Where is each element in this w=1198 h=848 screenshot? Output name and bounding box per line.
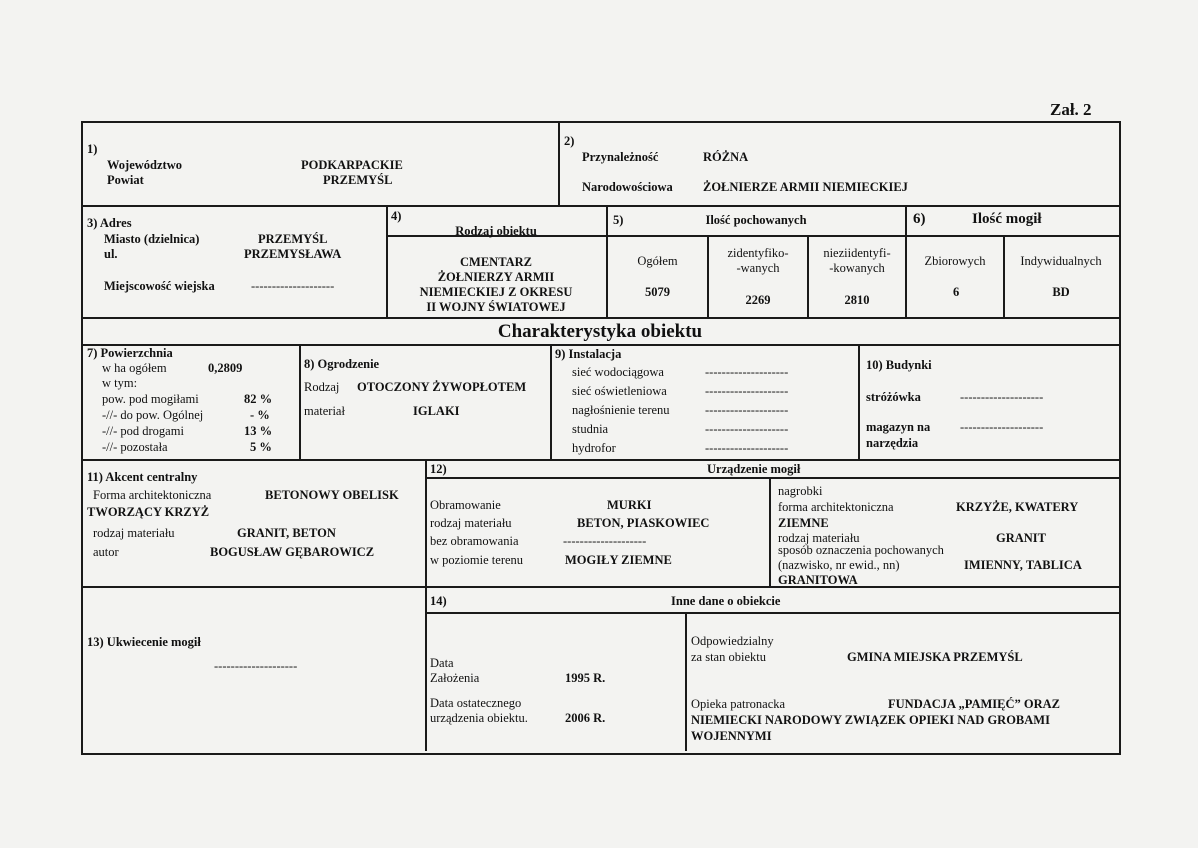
fence-type-value: OTOCZONY ŻYWOPŁOTEM — [357, 380, 527, 394]
nationality-value: ŻOŁNIERZE ARMII NIEMIECKIEJ — [703, 180, 908, 194]
founding-label: Założenia — [430, 671, 480, 685]
collective-label: Zbiorowych — [924, 254, 986, 268]
area-roads-value: 13 % — [244, 424, 273, 438]
installation-label: sieć wodociągowa — [572, 365, 664, 379]
buildings-title: 10) Budynki — [866, 358, 932, 372]
divider — [81, 205, 1119, 207]
installation-label: hydrofor — [572, 441, 616, 455]
storage-label: magazyn na — [866, 420, 931, 434]
installation-value: -------------------- — [705, 384, 789, 398]
divider — [769, 477, 771, 587]
section-number: 6) — [913, 211, 926, 227]
accent-material-value: GRANIT, BETON — [237, 526, 336, 540]
installation-value: -------------------- — [705, 422, 789, 436]
marking-value: IMIENNY, TABLICA — [964, 558, 1082, 572]
divider — [81, 459, 1119, 461]
no-edging-label: bez obramowania — [430, 534, 519, 548]
total-label: Ogółem — [637, 254, 678, 268]
central-accent-title: 11) Akcent centralny — [87, 470, 198, 484]
identified-label: zidentyfiko- — [727, 246, 789, 260]
date-label: Data — [430, 656, 454, 670]
last-arrangement-label: Data ostatecznego — [430, 696, 522, 710]
divider — [299, 344, 301, 460]
tomb-material-value: GRANIT — [996, 531, 1047, 545]
divider — [425, 459, 427, 751]
area-total-value: 0,2809 — [208, 361, 243, 375]
divider — [550, 344, 552, 460]
edging-value: MURKI — [607, 498, 652, 512]
identified-value: 2269 — [745, 293, 771, 307]
affiliation-label: Przynależność — [582, 150, 659, 164]
installation-label: nagłośnienie terenu — [572, 403, 670, 417]
last-arrangement-label: urządzenia obiektu. — [430, 711, 528, 725]
accent-author-label: autor — [93, 545, 119, 559]
installations-title: 9) Instalacja — [555, 347, 622, 361]
accent-form-label: Forma architektoniczna — [93, 488, 212, 502]
unidentified-value: 2810 — [844, 293, 870, 307]
tomb-material-label: rodzaj materiału — [778, 531, 860, 545]
total-value: 5079 — [645, 285, 670, 299]
divider — [81, 344, 1119, 346]
edging-material-value: BETON, PIASKOWIEC — [577, 516, 710, 530]
section-number: 14) — [430, 594, 447, 608]
installation-label: studnia — [572, 422, 609, 436]
installation-value: -------------------- — [705, 441, 789, 455]
divider — [81, 586, 1119, 588]
tomb-form-label: forma architektoniczna — [778, 500, 894, 514]
storage-label: narzędzia — [866, 436, 919, 450]
village-label: Miejscowość wiejska — [104, 279, 215, 293]
guardhouse-value: -------------------- — [960, 390, 1044, 404]
street-label: ul. — [104, 247, 118, 261]
area-graves-value: 82 % — [244, 392, 273, 406]
last-arrangement-value: 2006 R. — [565, 711, 606, 725]
area-general-value: - % — [250, 408, 270, 422]
city-label: Miasto (dzielnica) — [104, 232, 200, 246]
object-characteristics-heading: Charakterystyka obiektu — [497, 321, 703, 342]
individual-label: Indywidualnych — [1020, 254, 1102, 268]
object-type-value: CMENTARZ — [460, 255, 532, 269]
accent-form-value: TWORZĄCY KRZYŻ — [87, 505, 210, 519]
accent-form-value: BETONOWY OBELISK — [265, 488, 399, 502]
ground-level-value: MOGIŁY ZIEMNE — [565, 553, 672, 567]
tomb-form-value: ZIEMNE — [778, 516, 829, 530]
area-including: w tym: — [102, 376, 138, 390]
divider — [685, 612, 687, 751]
patron-value: NIEMIECKI NARODOWY ZWIĄZEK OPIEKI NAD GROBAMI — [691, 713, 1050, 727]
responsible-label: Odpowiedzialny — [691, 634, 774, 648]
edging-label: Obramowanie — [430, 498, 501, 512]
grave-arrangement-title: Urządzenie mogił — [707, 462, 801, 476]
installation-value: -------------------- — [705, 403, 789, 417]
tomb-form-value: KRZYŻE, KWATERY — [956, 500, 1079, 514]
divider — [1003, 235, 1005, 318]
object-type-value: II WOJNY ŚWIATOWEJ — [426, 300, 566, 314]
accent-author-value: BOGUSŁAW GĘBAROWICZ — [210, 545, 375, 559]
divider — [858, 344, 860, 460]
voivodeship-label: Województwo — [107, 158, 182, 172]
unidentified-label: -kowanych — [829, 261, 885, 275]
area-title: 7) Powierzchnia — [87, 346, 173, 360]
voivodeship-value: PODKARPACKIE — [301, 158, 403, 172]
affiliation-value: RÓŻNA — [703, 150, 749, 164]
patron-label: Opieka patronacka — [691, 697, 786, 711]
guardhouse-label: stróżówka — [866, 390, 921, 404]
divider — [81, 317, 1119, 319]
fence-title: 8) Ogrodzenie — [304, 357, 380, 371]
area-general-label: -//- do pow. Ogólnej — [102, 408, 204, 422]
unidentified-label: nieziidentyfi- — [823, 246, 891, 260]
no-edging-value: -------------------- — [563, 534, 647, 548]
collective-value: 6 — [953, 285, 960, 299]
county-label: Powiat — [107, 173, 144, 187]
area-other-label: -//- pozostała — [102, 440, 168, 454]
grave-flowers-title: 13) Ukwiecenie mogił — [87, 635, 201, 649]
section-number: 1) — [87, 142, 98, 156]
area-roads-label: -//- pod drogami — [102, 424, 184, 438]
fence-material-value: IGLAKI — [413, 404, 460, 418]
section-number: 2) — [564, 134, 575, 148]
divider — [425, 612, 1119, 614]
identified-label: -wanych — [736, 261, 780, 275]
marking-label: (nazwisko, nr ewid., nn) — [778, 558, 900, 572]
section-number: 4) — [391, 209, 402, 223]
accent-material-label: rodzaj materiału — [93, 526, 175, 540]
edging-material-label: rodzaj materiału — [430, 516, 512, 530]
county-value: PRZEMYŚL — [323, 173, 393, 187]
graves-count-title: Ilość mogił — [972, 211, 1042, 227]
storage-value: -------------------- — [960, 420, 1044, 434]
attachment-label: Zał. 2 — [1050, 100, 1092, 119]
other-data-title: Inne dane o obiekcie — [671, 594, 781, 608]
responsible-label: za stan obiektu — [691, 650, 766, 664]
city-value: PRZEMYŚL — [258, 232, 328, 246]
installation-label: sieć oświetleniowa — [572, 384, 667, 398]
responsible-value: GMINA MIEJSKA PRZEMYŚL — [847, 650, 1023, 664]
area-total-label: w ha ogółem — [102, 361, 167, 375]
fence-type-label: Rodzaj — [304, 380, 340, 394]
street-value: PRZEMYSŁAWA — [244, 247, 342, 261]
village-value: -------------------- — [251, 279, 335, 293]
ground-level-label: w poziomie terenu — [430, 553, 524, 567]
marking-label: sposób oznaczenia pochowanych — [778, 543, 944, 557]
address-title: 3) Adres — [87, 216, 132, 230]
installation-value: -------------------- — [705, 365, 789, 379]
patron-value: WOJENNYMI — [691, 729, 772, 743]
divider — [425, 477, 1119, 479]
individual-value: BD — [1052, 285, 1070, 299]
nationality-label: Narodowościowa — [582, 180, 673, 194]
section-number: 5) — [613, 213, 624, 227]
object-type-value: NIEMIECKIEJ Z OKRESU — [419, 285, 573, 299]
marking-value: GRANITOWA — [778, 573, 858, 587]
grave-flowers-value: -------------------- — [214, 659, 298, 673]
area-other-value: 5 % — [250, 440, 272, 454]
object-type-value: ŻOŁNIERZY ARMII — [437, 270, 555, 284]
patron-value: FUNDACJA „PAMIĘĆ” ORAZ — [888, 697, 1060, 711]
tombstones-label: nagrobki — [778, 484, 823, 498]
object-type-title: Rodzaj obiektu — [455, 224, 537, 238]
buried-count-title: Ilość pochowanych — [705, 213, 807, 227]
area-graves-label: pow. pod mogiłami — [102, 392, 199, 406]
section-number: 12) — [430, 462, 447, 476]
divider — [558, 121, 560, 206]
fence-material-label: materiał — [304, 404, 345, 418]
founding-value: 1995 R. — [565, 671, 606, 685]
